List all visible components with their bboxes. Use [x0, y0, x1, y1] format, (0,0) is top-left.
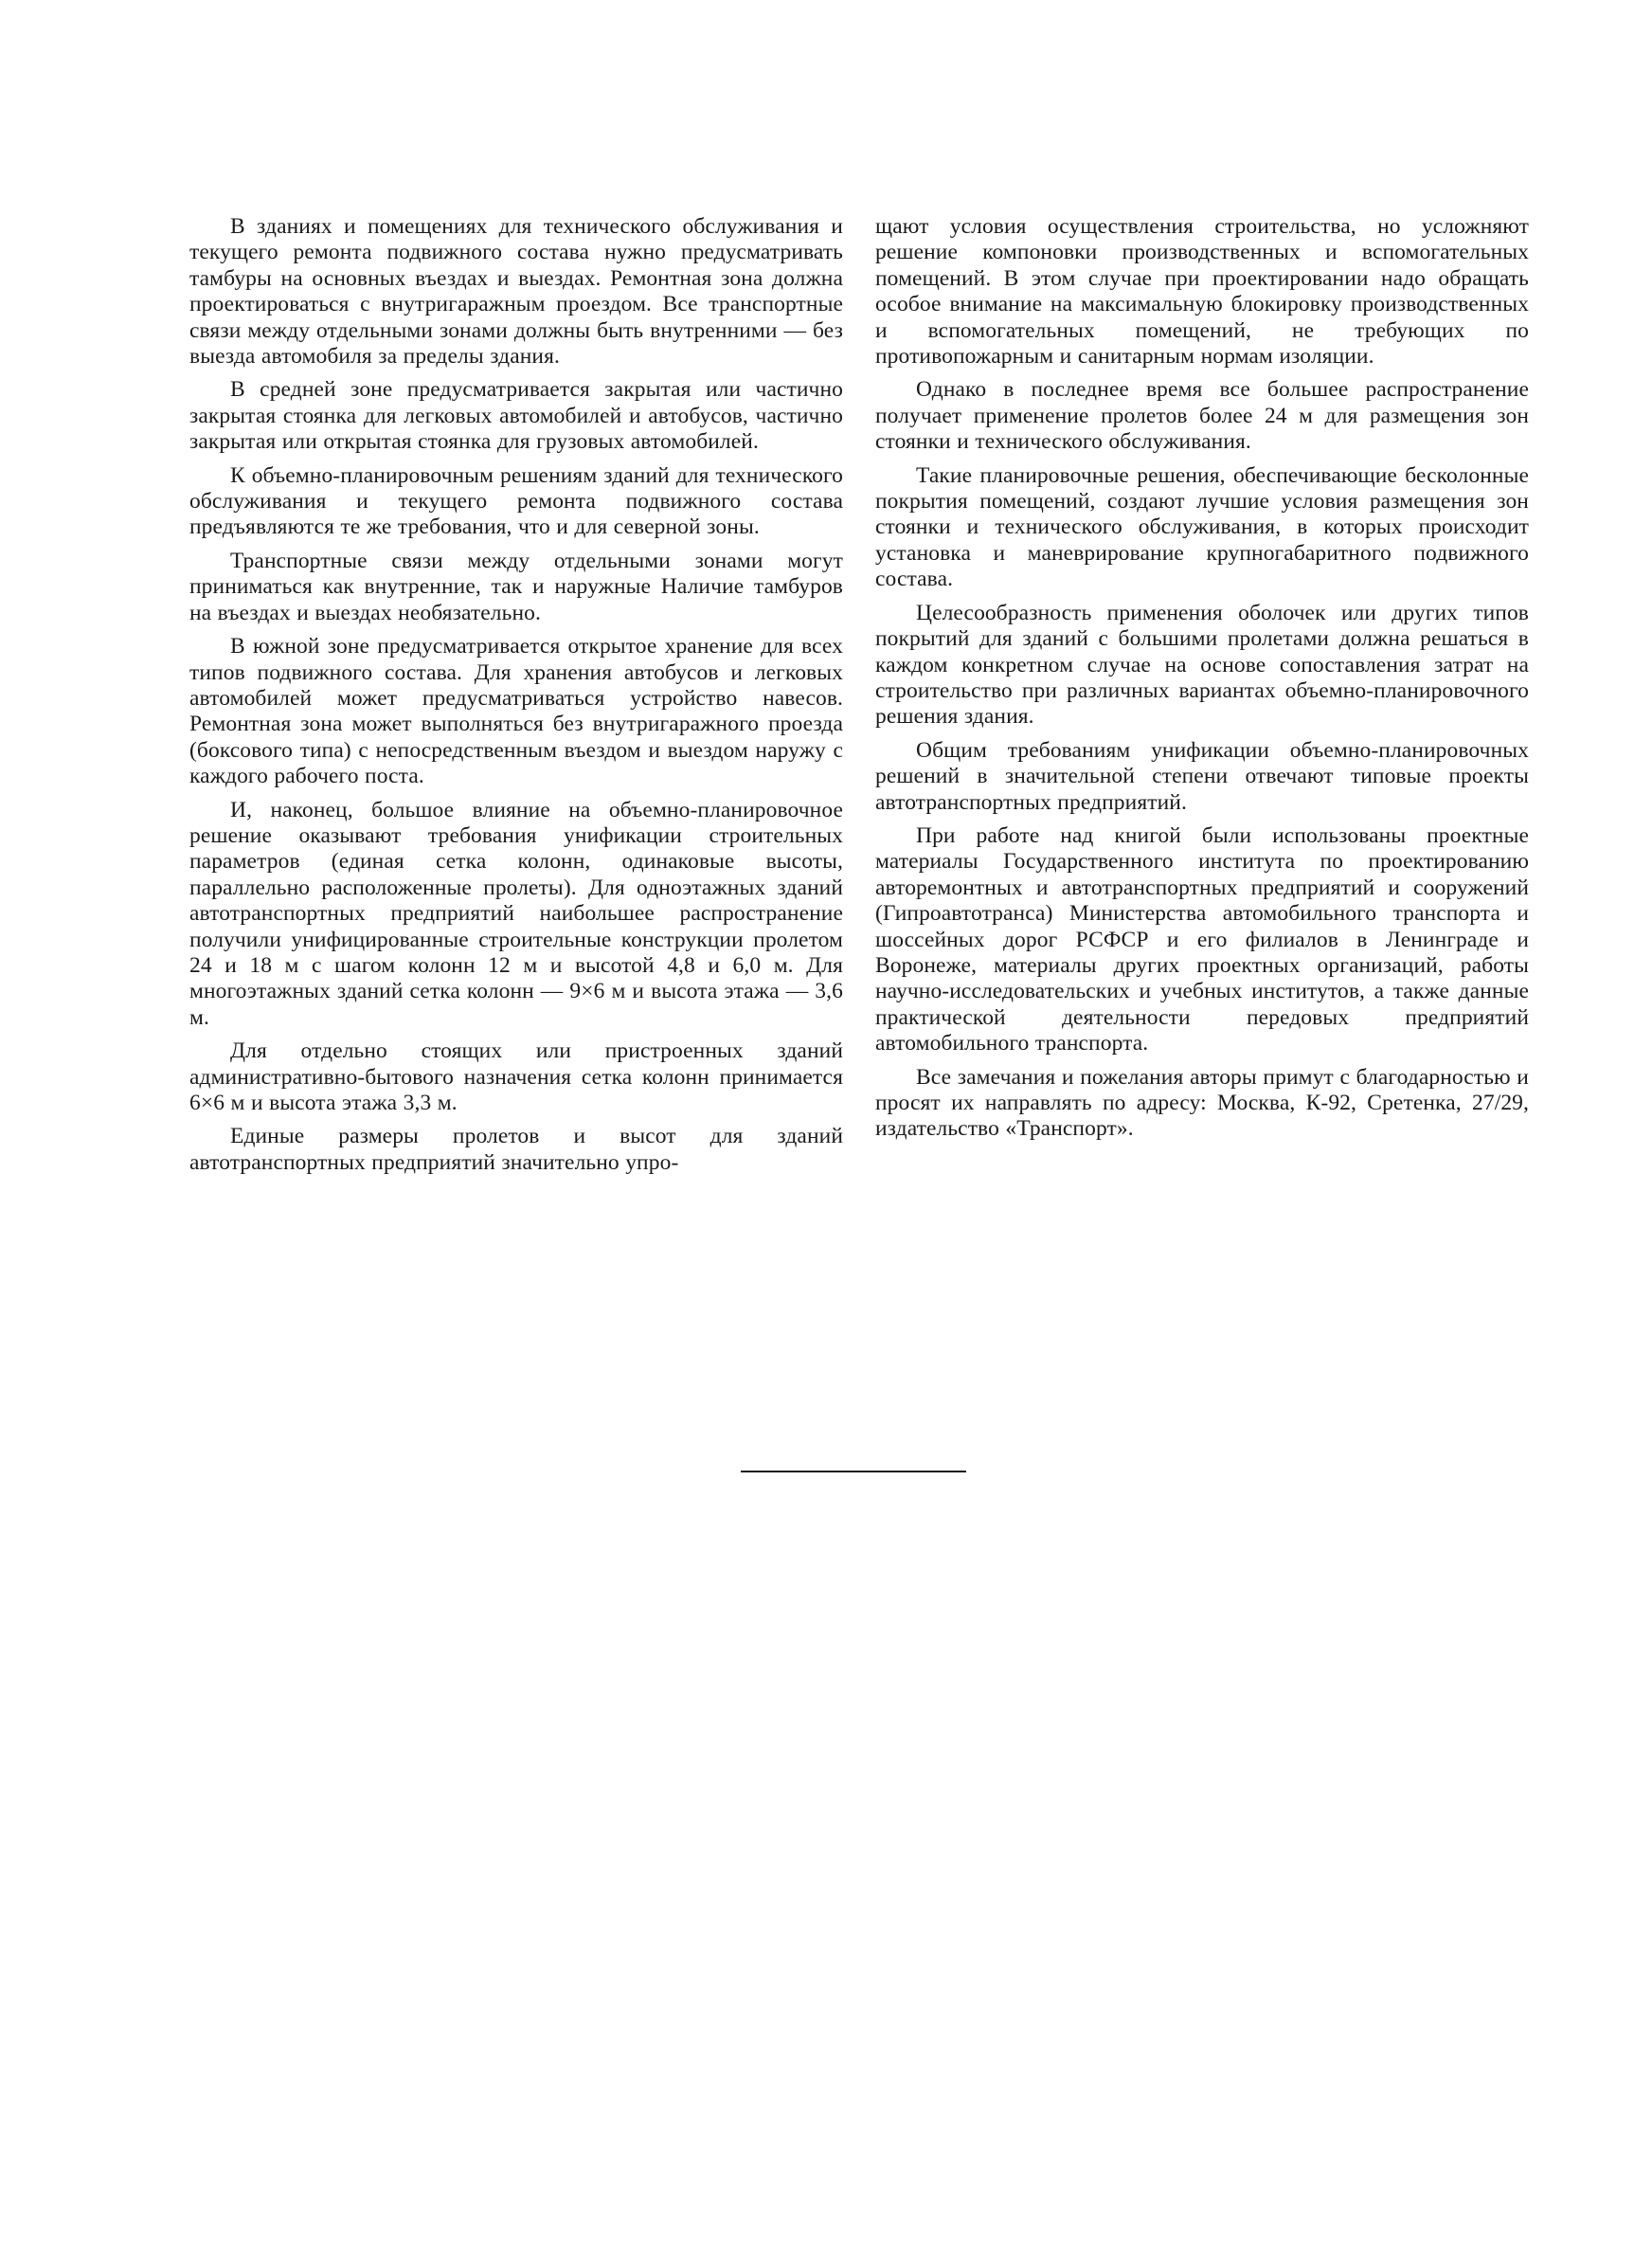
paragraph: При работе над книгой были использованы проектные материалы Государственного института по проектированию авторемонтных и автотранспортных предприятий и сооружений (Гипроавтотранса) Министерства автомобильного транспорта и шоссейных дорог РСФСР и его филиалов в Ленинграде и Воронеже, материалы других проектных организаций, работы научно-исследовательских и учебных институтов, а также данные практической деятельности передовых предприятий автомобильного транспорта. — [875, 822, 1529, 1056]
paragraph: щают условия осуществления строительства, но усложняют решение компоновки производственных и вспомогательных помещений. В этом случае при проектировании надо обращать особое внимание на максимальную блокировку производственных и вспомогательных помещений, не требующих по противопожарным и санитарным нормам изоляции. — [875, 214, 1529, 370]
paragraph: Все замечания и пожелания авторы примут с благодарностью и просят их направлять по адресу: Москва, К-92, Сретенка, 27/29, издательство «Транспорт». — [875, 1064, 1529, 1142]
paragraph: Для отдельно стоящих или пристроенных зданий административно-бытового назначения сетка колонн принимается 6×6 м и высота этажа 3,3 м. — [189, 1038, 843, 1115]
paragraph: В зданиях и помещениях для технического обслуживания и текущего ремонта подвижного состава нужно предусматривать тамбуры на основных въездах и выездах. Ремонтная зона должна проектироваться с внутригаражным проездом. Все транспортные связи между отдельными зонами должны быть внутренними — без выезда автомобиля за пределы здания. — [189, 214, 843, 370]
paragraph: Однако в последнее время все большее распространение получает применение пролетов более 24 м для размещения зон стоянки и технического обслуживания. — [875, 377, 1529, 455]
paragraph: К объемно-планировочным решениям зданий для технического обслуживания и текущего ремонта подвижного состава предъявляются те же требования, что и для северной зоны. — [189, 462, 843, 540]
paragraph: Транспортные связи между отдельными зонами могут приниматься как внутренние, так и наружные Наличие тамбуров на въездах и выездах необязательно. — [189, 548, 843, 625]
section-divider-rule — [741, 1471, 966, 1472]
paragraph: В средней зоне предусматривается закрытая или частично закрытая стоянка для легковых автомобилей и автобусов, частично закрытая или открытая стоянка для грузовых автомобилей. — [189, 377, 843, 455]
left-text-column — [189, 214, 843, 1183]
right-text-column — [875, 214, 1529, 1150]
paragraph: Единые размеры пролетов и высот для зданий автотранспортных предприятий значительно упро- — [189, 1124, 843, 1175]
paragraph: В южной зоне предусматривается открытое хранение для всех типов подвижного состава. Для хранения автобусов и легковых автомобилей может предусматриваться устройство навесов. Ремонтная зона может выполняться без внутригаражного проезда (боксового типа) с непосредственным въездом и выездом наружу с каждого рабочего поста. — [189, 634, 843, 789]
paragraph: Целесообразность применения оболочек или других типов покрытий для зданий с большими пролетами должна решаться в каждом конкретном случае на основе сопоставления затрат на строительство при различных вариантах объемно-планировочного решения здания. — [875, 600, 1529, 730]
paragraph: Такие планировочные решения, обеспечивающие бесколонные покрытия помещений, создают лучшие условия размещения зон стоянки и технического обслуживания, в которых происходит установка и маневрирование крупногабаритного подвижного состава. — [875, 462, 1529, 592]
paragraph: Общим требованиям унификации объемно-планировочных решений в значительной степени отвечают типовые проекты автотранспортных предприятий. — [875, 737, 1529, 815]
paragraph: И, наконец, большое влияние на объемно-планировочное решение оказывают требования унификации строительных параметров (единая сетка колонн, одинаковые высоты, параллельно расположенные пролеты). Для одноэтажных зданий автотранспортных предприятий наибольшее распространение получили унифицированные строительные конструкции пролетом 24 и 18 м с шагом колонн 12 м и высотой 4,8 и 6,0 м. Для многоэтажных зданий сетка колонн — 9×6 м и высота этажа — 3,6 м. — [189, 797, 843, 1030]
